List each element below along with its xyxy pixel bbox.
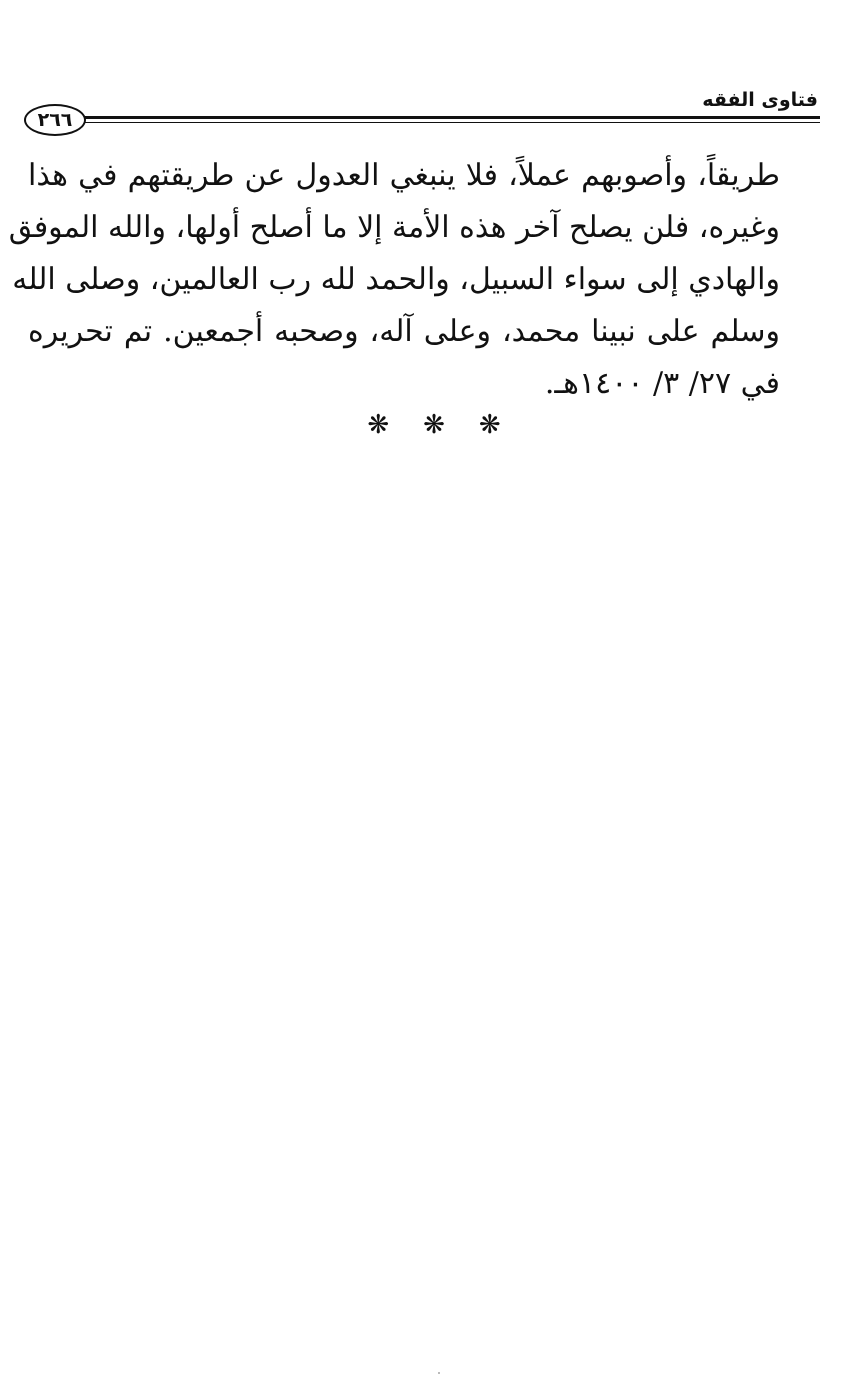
header-rule-thin [82, 122, 820, 123]
body-line-4: وسلم على نبينا محمد، وعلى آله، وصحبه أجمعين. تم تحريره [28, 314, 780, 349]
body-line-2: وغيره، فلن يصلح آخر هذه الأمة إلا ما أصلح أولها، والله الموفق [8, 210, 780, 245]
body-paragraph [8, 150, 780, 410]
body-line-1: طريقاً، وأصوبهم عملاً، فلا ينبغي العدول عن طريقتهم في هذا [28, 158, 780, 193]
scan-speck [438, 1372, 440, 1374]
header-rule-thick [82, 116, 820, 119]
body-line-3: والهادي إلى سواء السبيل، والحمد لله رب العالمين، وصلى الله [12, 262, 780, 297]
running-title: فتاوى الفقه [702, 89, 818, 111]
body-line-5: في ٢٧/ ٣/ ١٤٠٠هـ. [544, 366, 780, 401]
section-divider-ornament: ❋❋❋ [367, 410, 535, 440]
page-number: ٢٦٦ [37, 109, 73, 131]
page-number-badge [24, 104, 86, 136]
